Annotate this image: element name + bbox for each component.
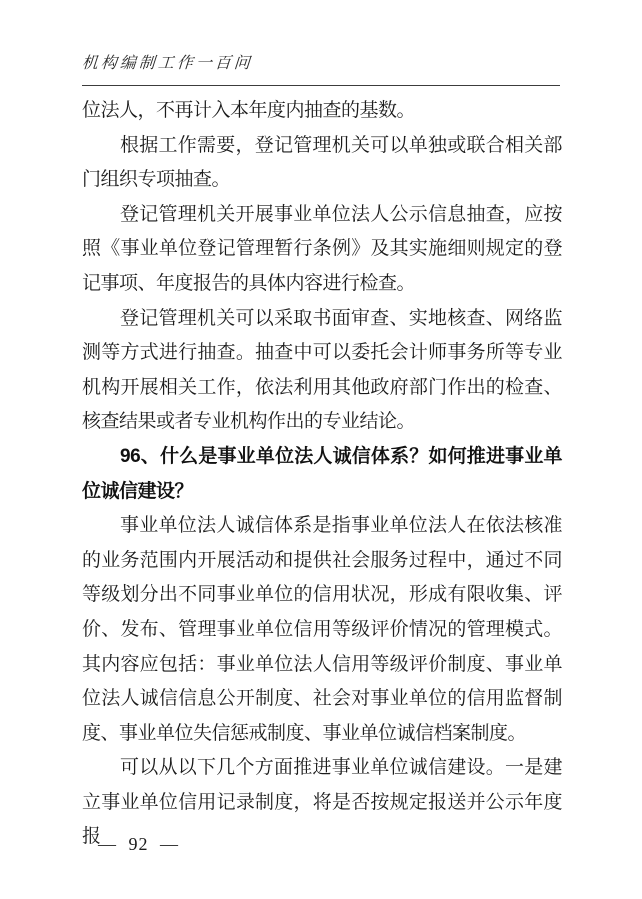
question-heading: 96、什么是事业单位法人诚信体系？如何推进事业单位诚信建设？ [82,445,562,502]
paragraph: 登记管理机关可以采取书面审查、实地核查、网络监测等方式进行抽查。抽查中可以委托会计师事务所等专业机构开展相关工作，依法利用其他政府部门作出的检查、核查结果或者专业机构作出的专业结论。 [82,307,562,433]
page-number: — 92 — [98,834,179,854]
page-header [82,50,560,73]
paragraph: 事业单位法人诚信体系是指事业单位法人在依法核准的业务范围内开展活动和提供社会服务过程中，通过不同等级划分出不同事业单位的信用状况，形成有限收集、评价、发布、管理事业单位信用等级评价情况的管理模式。其内容应包括：事业单位法人信用等级评价制度、事业单位法人诚信信息公开制度、社会对事业单位的信用监督制度、事业单位失信惩戒制度、事业单位诚信档案制度。 [82,515,562,744]
body-text [82,94,562,855]
header-rule [82,85,560,86]
paragraph-continuation: 位法人，不再计入本年度内抽查的基数。 [82,100,416,121]
running-head-title: 机构编制工作一百问 [81,55,254,72]
paragraph: 登记管理机关开展事业单位法人公示信息抽查，应按照《事业单位登记管理暂行条例》及其实施细则规定的登记事项、年度报告的具体内容进行检查。 [82,203,562,294]
paragraph: 可以从以下几个方面推进事业单位诚信建设。一是建立事业单位信用记录制度，将是否按规定报送并公示年度报 [82,757,562,848]
paragraph: 根据工作需要，登记管理机关可以单独或联合相关部门组织专项抽查。 [82,134,562,191]
